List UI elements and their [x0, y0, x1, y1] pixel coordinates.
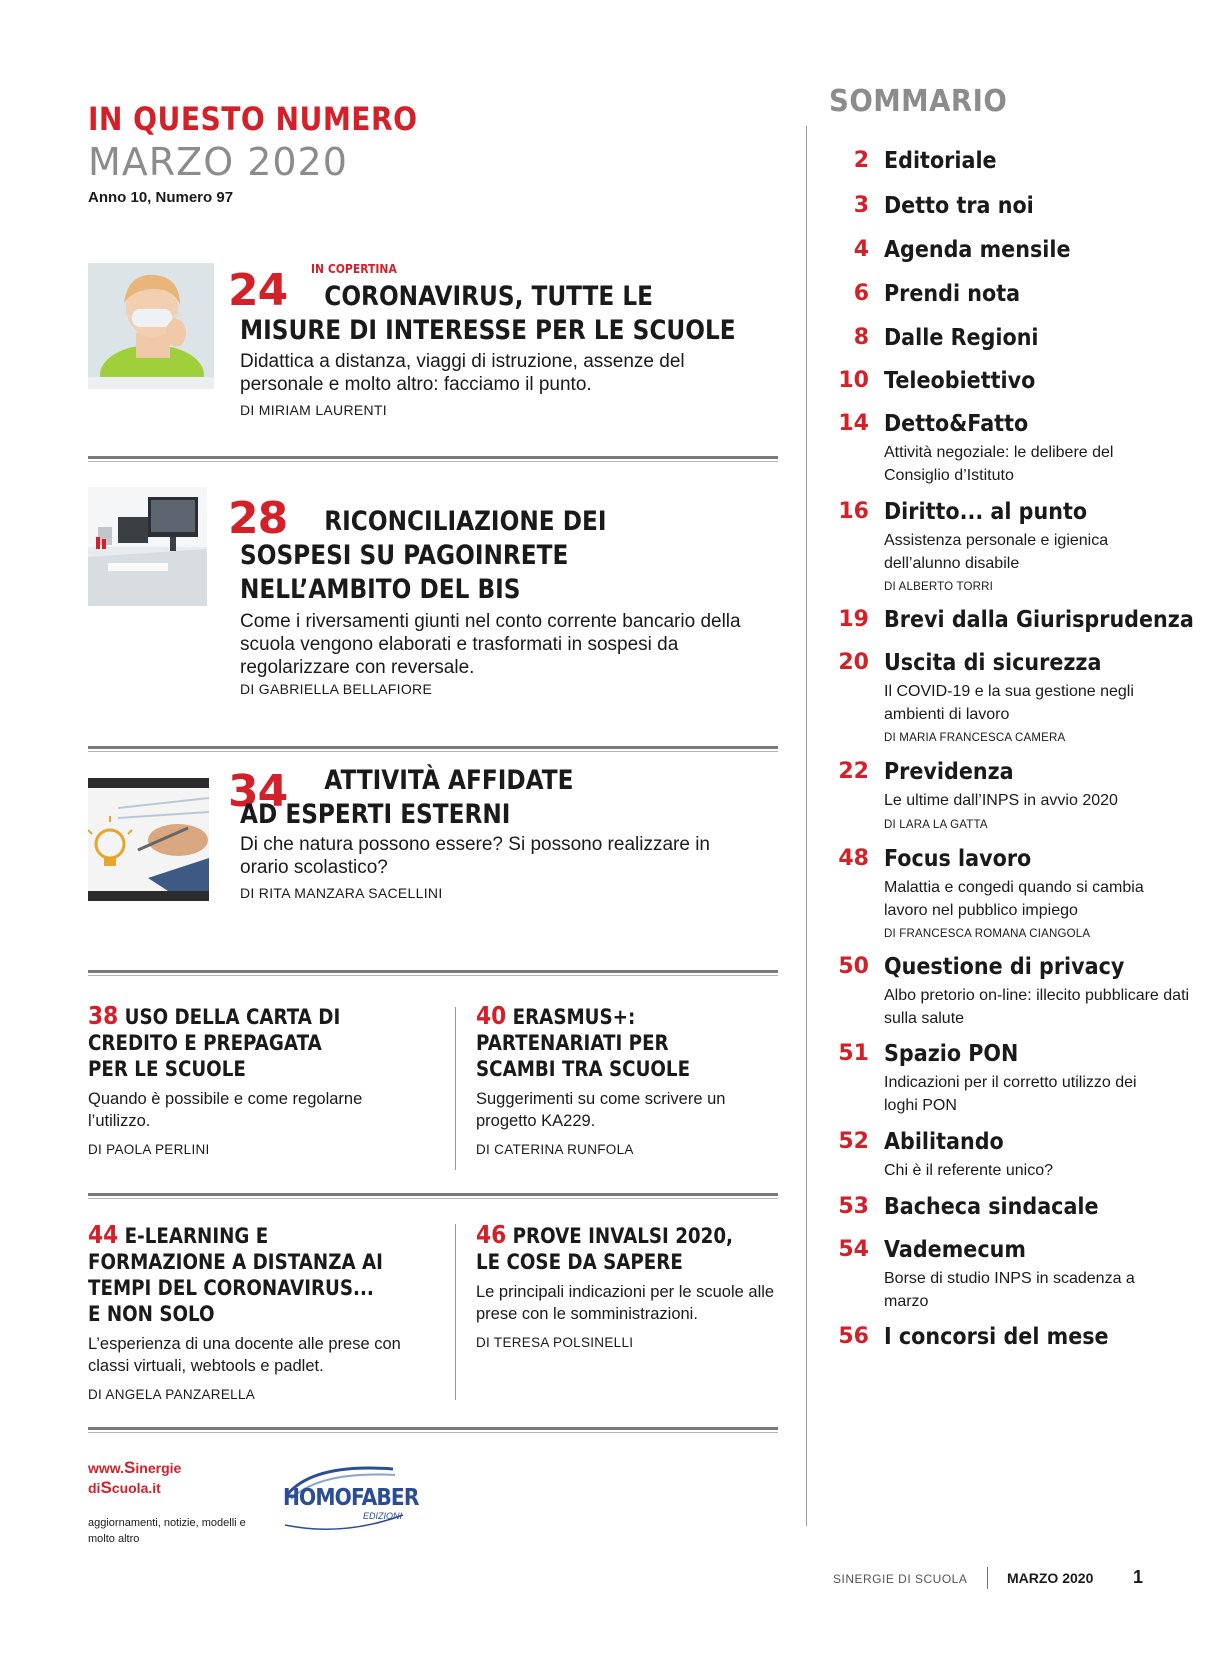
website-tagline: aggiornamenti, notizie, modelli e molto altro — [88, 1517, 246, 1545]
feature-author: DI GABRIELLA BELLAFIORE — [240, 681, 433, 697]
toc-page-number: 51 — [838, 1041, 869, 1066]
article-title-line: E-LEARNING E — [118, 1224, 269, 1248]
toc-title: Abilitando — [884, 1129, 1004, 1155]
article-38[interactable] — [88, 1003, 418, 1157]
toc-title: Dalle Regioni — [884, 325, 1039, 351]
sommario-heading: SOMMARIO — [829, 84, 1008, 119]
toc-description: Chi è il referente unico? — [884, 1162, 1053, 1179]
article-title-line: ERASMUS+: — [506, 1005, 636, 1029]
article-40[interactable] — [476, 1003, 806, 1157]
feature-title-line: AD ESPERTI ESTERNI — [240, 799, 511, 830]
feature-title — [240, 280, 825, 348]
toc-author: DI MARIA FRANCESCA CAMERA — [884, 732, 1066, 744]
toc-description: Il COVID-19 e la sua gestione negli ambienti di lavoro — [884, 683, 1134, 723]
website-text: S — [100, 1478, 112, 1497]
toc-description: Le ultime dall’INPS in avvio 2020 — [884, 792, 1118, 809]
feature-description: Come i riversamenti giunti nel conto corrente bancario della scuola vengono elaborati e trasformati in sospesi da regolarizzare con reversale. — [240, 611, 741, 678]
toc-page-number: 3 — [853, 193, 869, 218]
toc-page-number: 22 — [838, 759, 869, 784]
issue-heading: IN QUESTO NUMERO — [88, 100, 418, 138]
toc-description: Malattia e congedi quando si cambia lavoro nel pubblico impiego — [884, 879, 1144, 919]
article-page-number: 40 — [476, 1001, 507, 1030]
feature-title — [240, 764, 825, 832]
website-text: inergie — [135, 1460, 182, 1476]
feature-author: DI MIRIAM LAURENTI — [240, 402, 387, 418]
feature-description: Didattica a distanza, viaggi di istruzione, assenze del personale e molto altro: facciamo il punto. — [240, 351, 685, 395]
toc-description: Albo pretorio on-line: illecito pubblicare dati sulla salute — [884, 987, 1190, 1027]
article-description: L’esperienza di una docente alle prese con classi virtuali, webtools e padlet. — [88, 1335, 401, 1375]
feature-thumbnail — [88, 263, 214, 389]
article-title-line: CREDITO E PREPAGATA — [88, 1031, 322, 1055]
toc-title: Spazio PON — [884, 1041, 1019, 1067]
toc-description: Assistenza personale e igienica dell’alunno disabile — [884, 532, 1109, 572]
toc-page-number: 54 — [838, 1237, 869, 1262]
section-divider — [88, 1427, 778, 1433]
feature-title-line: ATTIVITÀ AFFIDATE — [324, 765, 574, 796]
feature-article-28[interactable] — [88, 487, 778, 697]
feature-title-line: NELL’AMBITO DEL BIS — [240, 574, 521, 605]
feature-kicker: IN COPERTINA — [311, 262, 397, 276]
article-page-number: 46 — [476, 1220, 507, 1249]
toc-title: Detto tra noi — [884, 193, 1034, 219]
toc-page-number: 52 — [838, 1129, 869, 1154]
article-title-line: SCAMBI TRA SCUOLE — [476, 1057, 691, 1081]
article-title — [88, 1222, 419, 1327]
toc-title: Agenda mensile — [884, 237, 1071, 263]
feature-page-number: 28 — [228, 493, 288, 544]
lightbulb-hand-image — [88, 778, 209, 901]
toc-description: Attività negoziale: le delibere del Consiglio d’Istituto — [884, 444, 1114, 484]
toc-title: Bacheca sindacale — [884, 1194, 1099, 1220]
column-divider — [806, 126, 807, 1526]
section-divider — [88, 1193, 778, 1199]
office-desk-image — [88, 487, 207, 606]
toc-title: Vademecum — [884, 1237, 1026, 1263]
article-title — [476, 1222, 807, 1275]
article-author: DI PAOLA PERLINI — [88, 1142, 210, 1157]
column-divider — [455, 1224, 456, 1400]
article-author: DI ANGELA PANZARELLA — [88, 1387, 256, 1402]
feature-thumbnail — [88, 778, 209, 901]
toc-title: Previdenza — [884, 759, 1014, 785]
feature-title — [240, 505, 825, 607]
section-divider — [88, 456, 778, 462]
toc-title: Focus lavoro — [884, 846, 1032, 872]
toc-author: DI FRANCESCA ROMANA CIANGOLA — [884, 928, 1091, 940]
article-46[interactable] — [476, 1222, 806, 1350]
article-44[interactable] — [88, 1222, 418, 1402]
website-text: S — [124, 1458, 136, 1477]
toc-title: Questione di privacy — [884, 954, 1125, 980]
issue-month: MARZO 2020 — [88, 140, 348, 184]
website-link[interactable] — [88, 1458, 181, 1498]
toc-author: DI LARA LA GATTA — [884, 819, 988, 831]
feature-page-number: 24 — [228, 265, 288, 316]
toc-page-number: 8 — [853, 325, 869, 350]
article-title-line: FORMAZIONE A DISTANZA AI — [88, 1250, 383, 1274]
article-title-line: TEMPI DEL CORONAVIRUS... — [88, 1276, 374, 1300]
section-divider — [88, 970, 778, 976]
toc-title: Editoriale — [884, 148, 997, 174]
article-author: DI CATERINA RUNFOLA — [476, 1142, 634, 1157]
article-title-line: USO DELLA CARTA DI — [118, 1005, 341, 1029]
toc-title: Uscita di sicurezza — [884, 650, 1102, 676]
toc-page-number: 20 — [838, 650, 869, 675]
feature-title-line: SOSPESI SU PAGOINRETE — [240, 540, 569, 571]
toc-title: Teleobiettivo — [884, 368, 1036, 394]
website-text: cuola — [111, 1480, 149, 1496]
toc-page-number: 2 — [853, 148, 869, 173]
article-title-line: LE COSE DA SAPERE — [476, 1250, 683, 1274]
article-title-line: PROVE INVALSI 2020, — [506, 1224, 733, 1248]
feature-thumbnail — [88, 487, 207, 606]
article-description: Le principali indicazioni per le scuole alle prese con le somministrazioni. — [476, 1283, 775, 1323]
article-title — [88, 1003, 419, 1082]
feature-title-line: CORONAVIRUS, TUTTE LE — [324, 281, 653, 312]
footer-month: MARZO 2020 — [1007, 1570, 1094, 1586]
toc-page-number: 16 — [838, 499, 869, 524]
article-author: DI TERESA POLSINELLI — [476, 1335, 634, 1350]
toc-title: Prendi nota — [884, 281, 1021, 307]
article-title-line: PARTENARIATI PER — [476, 1031, 669, 1055]
feature-page-number: 34 — [228, 766, 288, 817]
feature-description: Di che natura possono essere? Si possono realizzare in orario scolastico? — [240, 834, 710, 878]
toc-page-number: 48 — [838, 846, 869, 871]
article-title-line: E NON SOLO — [88, 1302, 215, 1326]
footer-divider — [987, 1567, 988, 1589]
feature-title-line: MISURE DI INTERESSE PER LE SCUOLE — [240, 315, 736, 346]
website-text: di — [88, 1480, 101, 1496]
article-description: Quando è possibile e come regolarne l’utilizzo. — [88, 1090, 363, 1130]
toc-title: Diritto... al punto — [884, 499, 1088, 525]
article-title — [476, 1003, 807, 1082]
page-number: 1 — [1133, 1567, 1144, 1587]
toc-page-number: 19 — [838, 607, 869, 632]
article-page-number: 38 — [88, 1001, 119, 1030]
website-text: .it — [148, 1480, 161, 1496]
article-description: Suggerimenti su come scrivere un progetto KA229. — [476, 1090, 726, 1130]
feature-article-24[interactable] — [88, 263, 778, 433]
toc-page-number: 53 — [838, 1194, 869, 1219]
feature-author: DI RITA MANZARA SACELLINI — [240, 885, 443, 901]
publisher-logo — [283, 1455, 423, 1535]
toc-page-number: 4 — [853, 237, 869, 262]
feature-title-line: RICONCILIAZIONE DEI — [324, 506, 607, 537]
magazine-name: SINERGIE DI SCUOLA — [833, 1572, 968, 1586]
article-page-number: 44 — [88, 1220, 119, 1249]
toc-page-number: 14 — [838, 411, 869, 436]
feature-article-34[interactable] — [88, 765, 778, 948]
toc-title: Brevi dalla Giurisprudenza — [884, 607, 1194, 633]
issue-number: Anno 10, Numero 97 — [88, 189, 234, 206]
girl-with-mask-image — [88, 263, 214, 389]
toc-description: Indicazioni per il corretto utilizzo dei loghi PON — [884, 1074, 1137, 1114]
logo-name: HOMOFABER — [283, 1485, 419, 1511]
toc-page-number: 10 — [838, 368, 869, 393]
toc-page-number: 56 — [838, 1324, 869, 1349]
logo-subtitle: EDIZIONI — [363, 1511, 403, 1521]
website-text: www. — [88, 1460, 125, 1476]
toc-page-number: 50 — [838, 954, 869, 979]
column-divider — [455, 1007, 456, 1170]
section-divider — [88, 746, 778, 752]
toc-title: Detto&Fatto — [884, 411, 1029, 437]
toc-page-number: 6 — [853, 281, 869, 306]
toc-description: Borse di studio INPS in scadenza a marzo — [884, 1270, 1135, 1310]
toc-title: I concorsi del mese — [884, 1324, 1109, 1350]
toc-author: DI ALBERTO TORRI — [884, 581, 994, 593]
article-title-line: PER LE SCUOLE — [88, 1057, 246, 1081]
